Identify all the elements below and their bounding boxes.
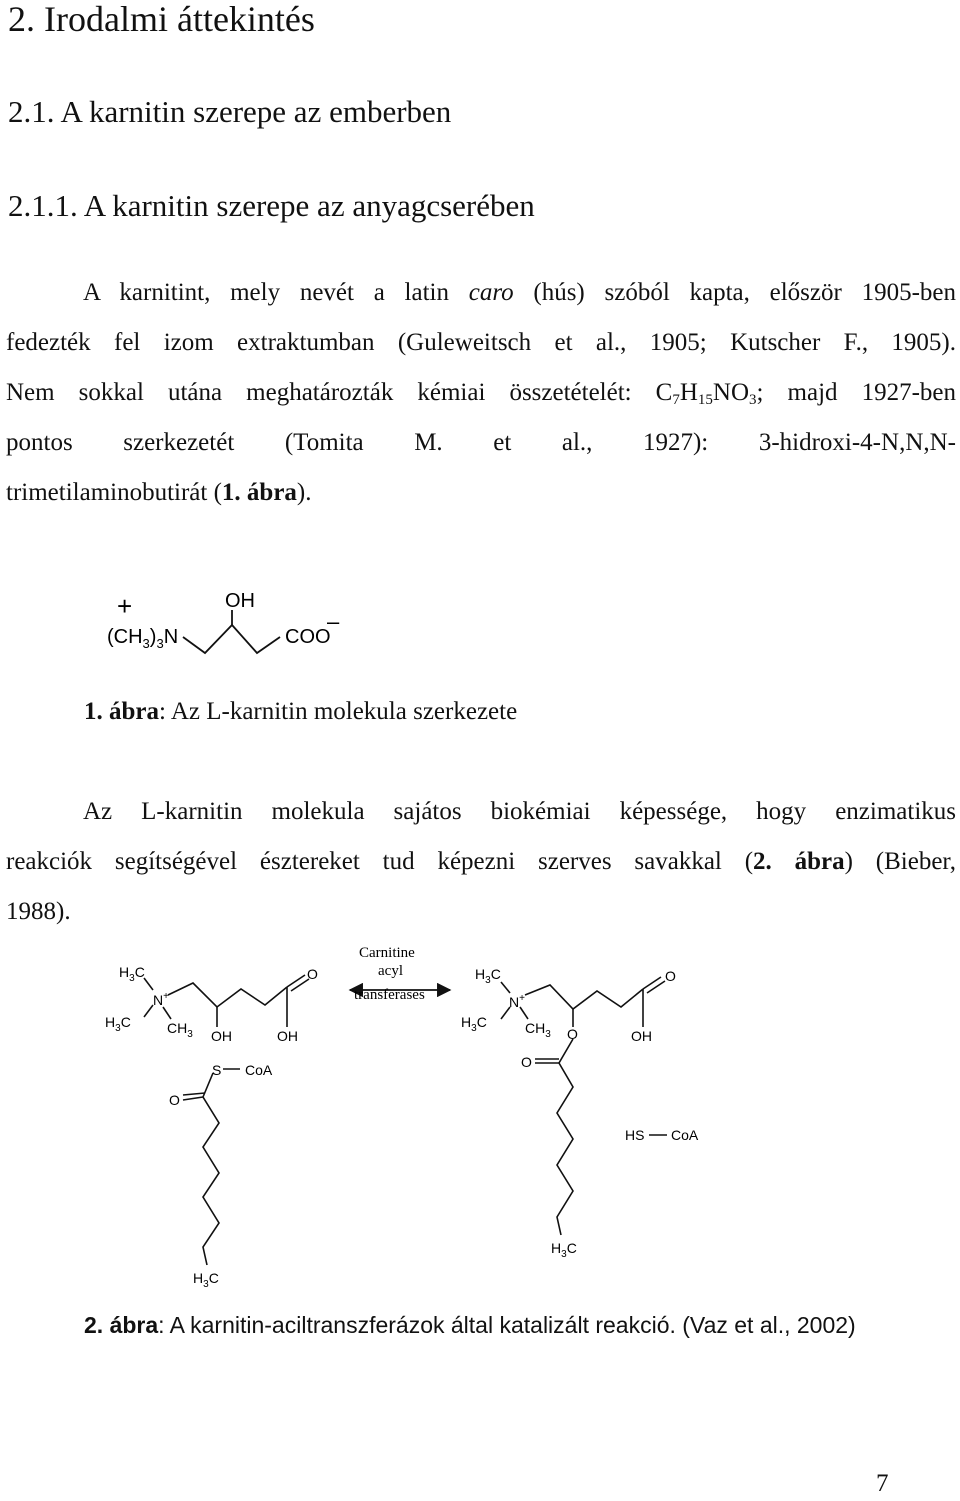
sulfur-label: S [212,1062,222,1078]
enzyme-label-line1: Carnitine [359,945,415,961]
methyl-label: $H_3C$ [475,966,501,986]
ester-oxygen-label: O [567,1026,578,1042]
methyl-label: $H_3C$ [105,1014,131,1034]
paragraph-line: pontos szerkezetét (Tomita M. et al., 1927): 3-hidroxi-4-N,N,N- [6,429,956,456]
carbonyl-oxygen-label: O [307,966,318,982]
methyl-label: $H_3C$ [461,1014,487,1034]
hydroxyl-label: OH [631,1028,652,1044]
nitrogen-label: N+ [509,993,525,1010]
coa-label: CoA [671,1127,699,1143]
carbon-backbone [183,625,280,653]
negative-charge: – [327,609,340,634]
enzyme-label-line2: acyl [378,963,403,979]
carboxylate-label: COO [285,626,331,648]
carnitine-structure-figure [95,585,355,665]
hydroxyl-label: OH [225,590,255,612]
thiol-label: HS [625,1127,645,1143]
paragraph-line: trimetilaminobutirát (1. ábra). [6,479,312,506]
methyl-label: $CH_3$ [525,1020,551,1040]
enzyme-label-line3: transferases [354,987,425,1003]
section-heading: 2. Irodalmi áttekintés [8,0,315,39]
paragraph-line: A karnitint, mely nevét a latin caro (hús) szóból kapta, először 1905-ben [83,279,956,306]
figure-2-caption: 2. ábra: A karnitin-aciltranszferázok által katalizált reakció. (Vaz et al., 2002) [84,1312,856,1338]
paragraph-line: Az L-karnitin molekula sajátos biokémiai képessége, hogy enzimatikus [83,798,956,825]
methyl-label: $H_3C$ [119,964,145,984]
paragraph-ester-formation [6,787,956,937]
methyl-label: $H_3C$ [193,1270,219,1290]
paragraph-line: 1988). [6,898,71,925]
positive-charge: + [117,591,133,621]
figure-1-caption: 1. ábra: Az L-karnitin molekula szerkezete [84,698,518,725]
hydroxyl-label: OH [211,1028,232,1044]
methyl-label: $H_3C$ [551,1240,577,1260]
carbonyl-oxygen-label: O [521,1054,532,1070]
paragraph-line: Nem sokkal utána meghatározták kémiai összetételét: $C_7H_{15}NO_3$; majd 1927-ben [6,379,956,408]
hydroxyl-label: OH [277,1028,298,1044]
subsection-heading: 2.1. A karnitin szerepe az emberben [8,94,452,129]
nitrogen-label: N+ [153,991,169,1008]
paragraph-line: reakciók segítségével észtereket tud képezni szerves savakkal (2. ábra) (Bieber, [6,848,956,875]
methyl-label: $CH_3$ [167,1020,193,1040]
paragraph-line: fedezték fel izom extraktumban (Guleweitsch et al., 1905; Kutscher F., 1905). [6,329,956,356]
acyltransferase-reaction-figure [95,935,735,1295]
carbonyl-oxygen-label: O [665,968,676,984]
subsubsection-heading: 2.1.1. A karnitin szerepe az anyagcserében [8,188,535,223]
trimethylammonium-label: $(CH_3)_3N$ [107,626,179,651]
coa-label: CoA [245,1062,273,1078]
carbonyl-oxygen-label: O [169,1092,180,1108]
paragraph-history [6,268,956,518]
page-number: 7 [876,1470,889,1497]
